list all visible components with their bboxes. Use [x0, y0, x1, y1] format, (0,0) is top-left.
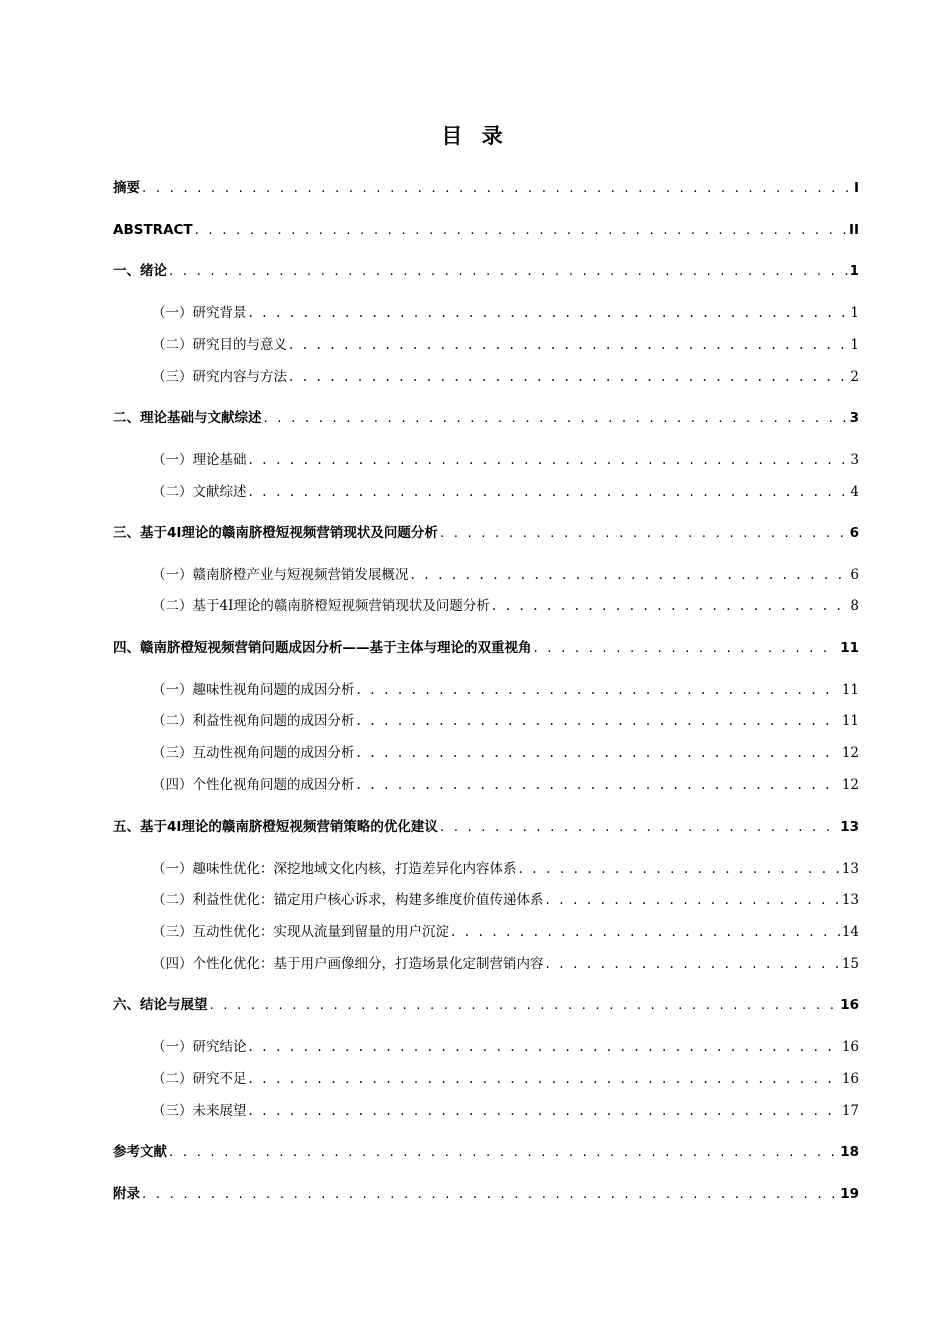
toc-page-number: I	[853, 180, 859, 196]
toc-chapter-entry[interactable]	[113, 1185, 859, 1203]
toc-section-entry[interactable]	[113, 923, 859, 941]
toc-chapter-entry[interactable]	[113, 524, 859, 542]
dot-leader	[195, 221, 847, 239]
dot-leader	[142, 1185, 838, 1203]
toc-section-entry[interactable]	[113, 597, 859, 615]
toc-section-entry[interactable]	[113, 955, 859, 973]
toc-chapter-entry[interactable]	[113, 818, 859, 836]
toc-section-entry[interactable]	[113, 336, 859, 354]
toc-section-entry[interactable]	[113, 1038, 859, 1056]
dot-leader	[169, 1143, 838, 1161]
dot-leader	[249, 1070, 840, 1088]
toc-chapter-entry[interactable]	[113, 221, 859, 239]
toc-page-number: 8	[850, 598, 859, 614]
toc-section-entry[interactable]	[113, 304, 859, 322]
dot-leader	[519, 860, 840, 878]
dot-leader	[357, 776, 840, 794]
dot-leader	[546, 891, 840, 909]
dot-leader	[440, 524, 848, 542]
dot-leader	[411, 566, 849, 584]
toc-entry-text: （三）研究内容与方法	[152, 369, 287, 385]
toc-chapter-entry[interactable]	[113, 262, 859, 280]
toc-page-number: 12	[841, 745, 859, 761]
toc-section-entry[interactable]	[113, 681, 859, 699]
dot-leader	[357, 712, 840, 730]
toc-page-number: 13	[840, 819, 859, 835]
toc-page-number: 2	[850, 369, 859, 385]
toc-chapter-entry[interactable]	[113, 996, 859, 1014]
toc-entry-text: （二）研究不足	[152, 1071, 247, 1087]
dot-leader	[440, 818, 838, 836]
toc-page-number: 16	[840, 997, 859, 1013]
toc-page-number: 13	[841, 892, 859, 908]
toc-entry-text: （一）研究结论	[152, 1039, 247, 1055]
dot-leader	[492, 597, 848, 615]
toc-entry-text: （一）趣味性视角问题的成因分析	[152, 682, 355, 698]
toc-chapter-entry[interactable]	[113, 1143, 859, 1161]
toc-page-number: 1	[850, 337, 859, 353]
toc-entry-text: （二）研究目的与意义	[152, 337, 287, 353]
toc-entry-text: （一）赣南脐橙产业与短视频营销发展概况	[152, 567, 409, 583]
toc-section-entry[interactable]	[113, 712, 859, 730]
toc-entry-text: 五、基于4I理论的赣南脐橙短视频营销策略的优化建议	[113, 819, 438, 835]
toc-section-entry[interactable]	[113, 566, 859, 584]
toc-page-number: 15	[841, 956, 859, 972]
toc-entry-text: 摘要	[113, 180, 140, 196]
toc-entry-text: （三）互动性视角问题的成因分析	[152, 745, 355, 761]
toc-section-entry[interactable]	[113, 483, 859, 501]
toc-entry-text: （三）互动性优化：实现从流量到留量的用户沉淀	[152, 924, 449, 940]
toc-entry-text: ABSTRACT	[113, 222, 193, 238]
dot-leader	[249, 304, 849, 322]
toc-entry-text: 一、绪论	[113, 263, 167, 279]
toc-page-number: 11	[841, 682, 859, 698]
dot-leader	[451, 923, 840, 941]
toc-section-entry[interactable]	[113, 744, 859, 762]
toc-entry-text: （一）理论基础	[152, 452, 247, 468]
toc-entry-text: 附录	[113, 1186, 140, 1202]
dot-leader	[249, 483, 849, 501]
toc-page-number: 12	[841, 777, 859, 793]
toc-page-number: 11	[840, 640, 859, 656]
toc-title: 目 录	[441, 124, 509, 148]
toc-entry-text: 四、赣南脐橙短视频营销问题成因分析——基于主体与理论的双重视角	[113, 640, 532, 656]
toc-page-number: 6	[850, 567, 859, 583]
toc-entry-text: （三）未来展望	[152, 1103, 247, 1119]
toc-chapter-entry[interactable]	[113, 179, 859, 197]
toc-page-number: 11	[841, 713, 859, 729]
toc-entry-text: 参考文献	[113, 1144, 167, 1160]
toc-entry-text: 二、理论基础与文献综述	[113, 410, 262, 426]
toc-page-number: 1	[850, 305, 859, 321]
toc-entry-text: （二）基于4I理论的赣南脐橙短视频营销现状及问题分析	[152, 598, 490, 614]
toc-entry-text: （四）个性化优化：基于用户画像细分，打造场景化定制营销内容	[152, 956, 544, 972]
dot-leader	[546, 955, 840, 973]
dot-leader	[289, 336, 848, 354]
toc-page-number: 18	[840, 1144, 859, 1160]
toc-section-entry[interactable]	[113, 1070, 859, 1088]
toc-section-entry[interactable]	[113, 451, 859, 469]
toc-section-entry[interactable]	[113, 860, 859, 878]
toc-entry-text: （二）利益性视角问题的成因分析	[152, 713, 355, 729]
dot-leader	[249, 451, 849, 469]
toc-page-number: 14	[841, 924, 859, 940]
dot-leader	[249, 1038, 840, 1056]
toc-entry-text: （一）趣味性优化：深挖地域文化内核，打造差异化内容体系	[152, 861, 517, 877]
toc-entry-text: （一）研究背景	[152, 305, 247, 321]
toc-section-entry[interactable]	[113, 776, 859, 794]
toc-section-entry[interactable]	[113, 368, 859, 386]
toc-chapter-entry[interactable]	[113, 639, 859, 657]
dot-leader	[534, 639, 839, 657]
dot-leader	[357, 681, 840, 699]
toc-section-entry[interactable]	[113, 1102, 859, 1120]
dot-leader	[357, 744, 840, 762]
toc-page-number: 16	[841, 1071, 859, 1087]
dot-leader	[210, 996, 839, 1014]
dot-leader	[142, 179, 852, 197]
toc-page-number: 3	[849, 410, 859, 426]
toc-page-number: 16	[841, 1039, 859, 1055]
dot-leader	[264, 409, 848, 427]
toc-entry-text: （四）个性化视角问题的成因分析	[152, 777, 355, 793]
toc-page-number: 4	[850, 484, 859, 500]
toc-entry-text: （二）利益性优化：锚定用户核心诉求，构建多维度价值传递体系	[152, 892, 544, 908]
toc-page-number: 1	[849, 263, 859, 279]
dot-leader	[169, 262, 848, 280]
toc-entry-text: 三、基于4I理论的赣南脐橙短视频营销现状及问题分析	[113, 525, 438, 541]
toc-page-number: II	[848, 222, 859, 238]
dot-leader	[249, 1102, 840, 1120]
toc-page-number: 17	[841, 1103, 859, 1119]
toc-page-number: 3	[850, 452, 859, 468]
toc-entry-text: （二）文献综述	[152, 484, 247, 500]
toc-page-number: 6	[849, 525, 859, 541]
toc-chapter-entry[interactable]	[113, 409, 859, 427]
toc-page-number: 13	[841, 861, 859, 877]
toc-entry-text: 六、结论与展望	[113, 997, 208, 1013]
toc-section-entry[interactable]	[113, 891, 859, 909]
dot-leader	[289, 368, 848, 386]
toc-page-number: 19	[840, 1186, 859, 1202]
